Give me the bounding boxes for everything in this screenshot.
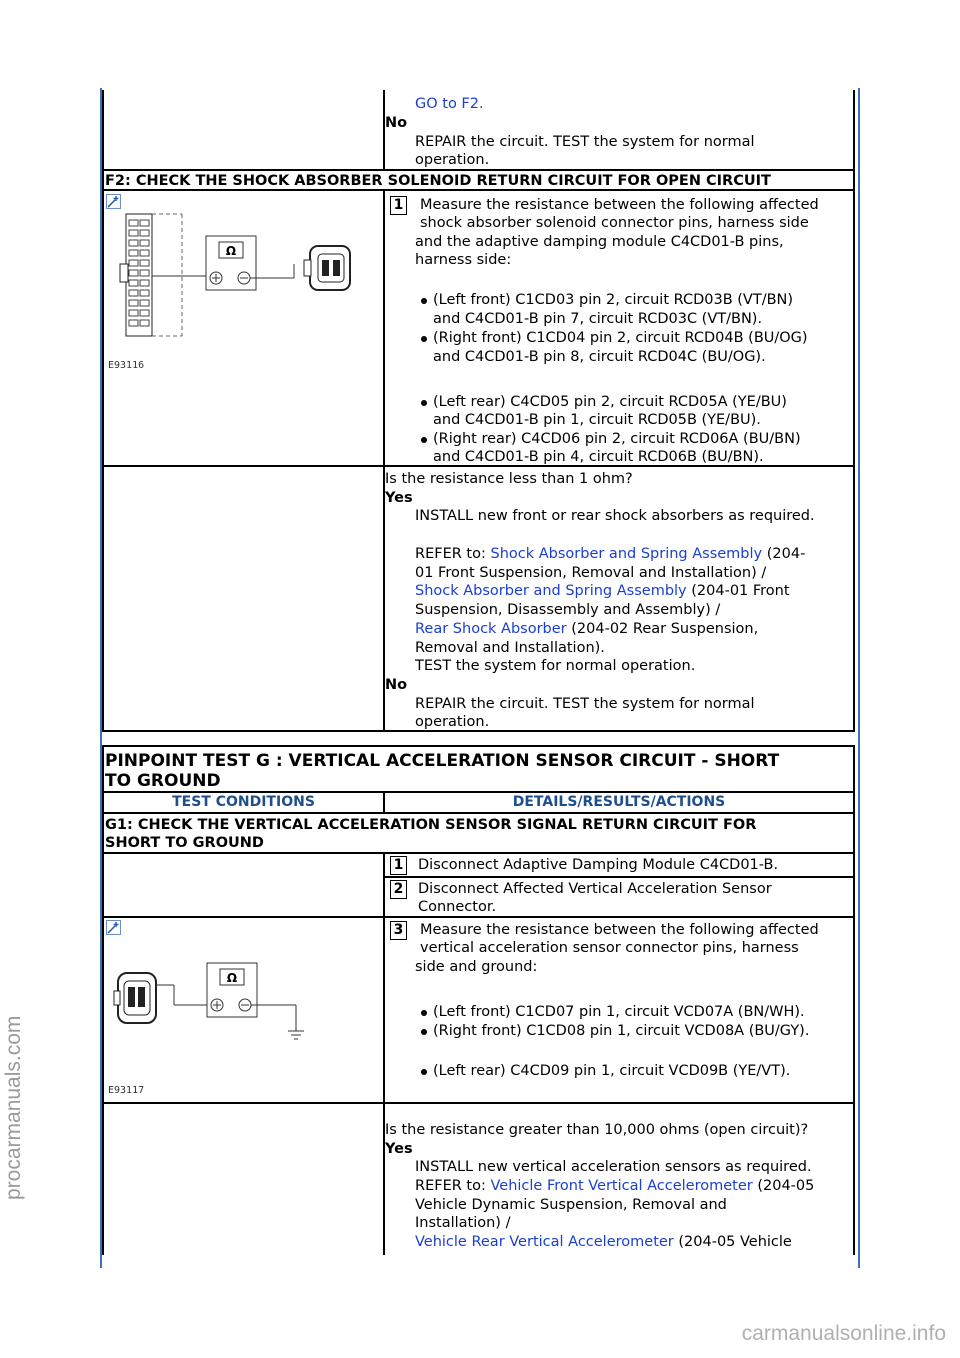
vehicle-rear-vertical-accelerometer-link[interactable]: Vehicle Rear Vertical Accelerometer — [415, 1234, 674, 1250]
refer-text: Vehicle Dynamic Suspension, Removal and — [415, 1197, 727, 1213]
step-text: and the adaptive damping module C4CD01-B pins, — [415, 234, 784, 250]
ground-test-diagram — [112, 955, 312, 1050]
step-number: 3 — [390, 921, 407, 940]
refer-line: Rear Shock Absorber (204-02 Rear Suspension, — [415, 621, 759, 637]
svg-text:Ω: Ω — [226, 971, 238, 985]
refer-text: 01 Front Suspension, Removal and Installation) / — [415, 565, 767, 581]
step-text: side and ground: — [415, 959, 538, 975]
yes-action-text: INSTALL new vertical acceleration sensors as required. — [415, 1159, 812, 1175]
refer-text: TEST the system for normal operation. — [415, 658, 696, 674]
step-text: Measure the resistance between the following affected — [420, 197, 819, 213]
bullet-text: and C4CD01-B pin 7, circuit RCD03C (VT/BN). — [433, 311, 763, 327]
right-page-guide — [858, 88, 860, 1268]
pinpoint-test-title: PINPOINT TEST G : VERTICAL ACCELERATION SENSOR CIRCUIT - SHORT — [105, 751, 780, 771]
question-text: Is the resistance less than 1 ohm? — [385, 471, 633, 487]
step-text: Connector. — [418, 899, 497, 915]
bottom-watermark: carmanualsonline.info — [741, 1322, 946, 1345]
shock-absorber-spring-assembly-link[interactable]: Shock Absorber and Spring Assembly — [490, 546, 763, 562]
refer-text: Suspension, Disassembly and Assembly) / — [415, 602, 721, 618]
bullet-dot — [421, 437, 427, 443]
refer-line: REFER to: Vehicle Front Vertical Accelerometer (204-05 — [415, 1178, 815, 1194]
no-label: No — [385, 115, 408, 131]
no-action-text: operation. — [415, 714, 490, 730]
pinpoint-test-title: TO GROUND — [105, 771, 221, 791]
vehicle-front-vertical-accelerometer-link[interactable]: Vehicle Front Vertical Accelerometer — [490, 1178, 753, 1194]
g1-heading: G1: CHECK THE VERTICAL ACCELERATION SENSOR SIGNAL RETURN CIRCUIT FOR — [105, 817, 757, 833]
bullet-dot — [421, 1069, 427, 1075]
bullet-text: and C4CD01-B pin 8, circuit RCD04C (BU/OG). — [433, 349, 766, 365]
bullet-text: (Left rear) C4CD05 pin 2, circuit RCD05A (YE/BU) — [433, 394, 787, 410]
refer-line: Shock Absorber and Spring Assembly (204-01 Front — [415, 583, 790, 599]
bullet-text: (Left front) C1CD07 pin 1, circuit VCD07A (BN/WH). — [433, 1004, 805, 1020]
shock-absorber-spring-assembly-link-2[interactable]: Shock Absorber and Spring Assembly — [415, 583, 687, 599]
step-text: shock absorber solenoid connector pins, harness side — [420, 215, 809, 231]
diagram-label: E93117 — [108, 1085, 145, 1096]
no-action-text: REPAIR the circuit. TEST the system for normal — [415, 696, 755, 712]
column-header-test-conditions: TEST CONDITIONS — [172, 794, 315, 810]
bullet-text: (Right front) C1CD08 pin 1, circuit VCD08A (BU/GY). — [433, 1023, 810, 1039]
refer-text: Removal and Installation). — [415, 640, 605, 656]
bullet-text: (Right front) C1CD04 pin 2, circuit RCD04B (BU/OG) — [433, 330, 808, 346]
bullet-text: (Left front) C1CD03 pin 2, circuit RCD03B (VT/BN) — [433, 292, 794, 308]
rear-shock-absorber-link[interactable]: Rear Shock Absorber — [415, 621, 567, 637]
bullet-text: and C4CD01-B pin 4, circuit RCD06B (BU/BN). — [433, 449, 764, 465]
step-text: vertical acceleration sensor connector pins, harness — [420, 940, 799, 956]
step-text: Measure the resistance between the following affected — [420, 922, 819, 938]
yes-action-text: INSTALL new front or rear shock absorbers as required. — [415, 508, 815, 524]
no-label: No — [385, 677, 408, 693]
refer-line: Vehicle Rear Vertical Accelerometer (204-05 Vehicle — [415, 1234, 792, 1250]
bullet-dot — [421, 1010, 427, 1016]
g1-heading: SHORT TO GROUND — [105, 835, 264, 851]
no-action-text: REPAIR the circuit. TEST the system for normal — [415, 134, 755, 150]
yes-label: Yes — [385, 490, 413, 506]
column-header-details: DETAILS/RESULTS/ACTIONS — [512, 794, 726, 810]
refer-line: REFER to: Shock Absorber and Spring Assembly (204- — [415, 546, 806, 562]
bullet-dot — [421, 298, 427, 304]
svg-text:Ω: Ω — [225, 244, 237, 258]
step-number: 1 — [390, 196, 407, 215]
step-text: Disconnect Adaptive Damping Module C4CD01-B. — [418, 857, 779, 873]
resistance-test-diagram — [112, 206, 372, 346]
yes-label: Yes — [385, 1141, 413, 1157]
bullet-dot — [421, 336, 427, 342]
side-watermark: procarmanuals.com — [2, 1015, 25, 1200]
bullet-text: (Left rear) C4CD09 pin 1, circuit VCD09B (YE/VT). — [433, 1063, 791, 1079]
bullet-dot — [421, 400, 427, 406]
step-text: harness side: — [415, 252, 512, 268]
diagram-label: E93116 — [108, 360, 145, 371]
bullet-text: and C4CD01-B pin 1, circuit RCD05B (YE/BU). — [433, 412, 761, 428]
bullet-dot — [421, 1029, 427, 1035]
bullet-text: (Right rear) C4CD06 pin 2, circuit RCD06A (BU/BN) — [433, 431, 801, 447]
step-number: 2 — [390, 880, 407, 899]
zoom-icon[interactable] — [106, 920, 121, 935]
no-action-text: operation. — [415, 152, 490, 168]
refer-text: Installation) / — [415, 1215, 511, 1231]
step-text: Disconnect Affected Vertical Acceleration Sensor — [418, 881, 772, 897]
go-to-f2-link[interactable]: GO to F2. — [415, 96, 484, 112]
f2-heading: F2: CHECK THE SHOCK ABSORBER SOLENOID RETURN CIRCUIT FOR OPEN CIRCUIT — [105, 173, 771, 189]
step-number: 1 — [390, 856, 407, 875]
question-text: Is the resistance greater than 10,000 ohms (open circuit)? — [385, 1122, 809, 1138]
